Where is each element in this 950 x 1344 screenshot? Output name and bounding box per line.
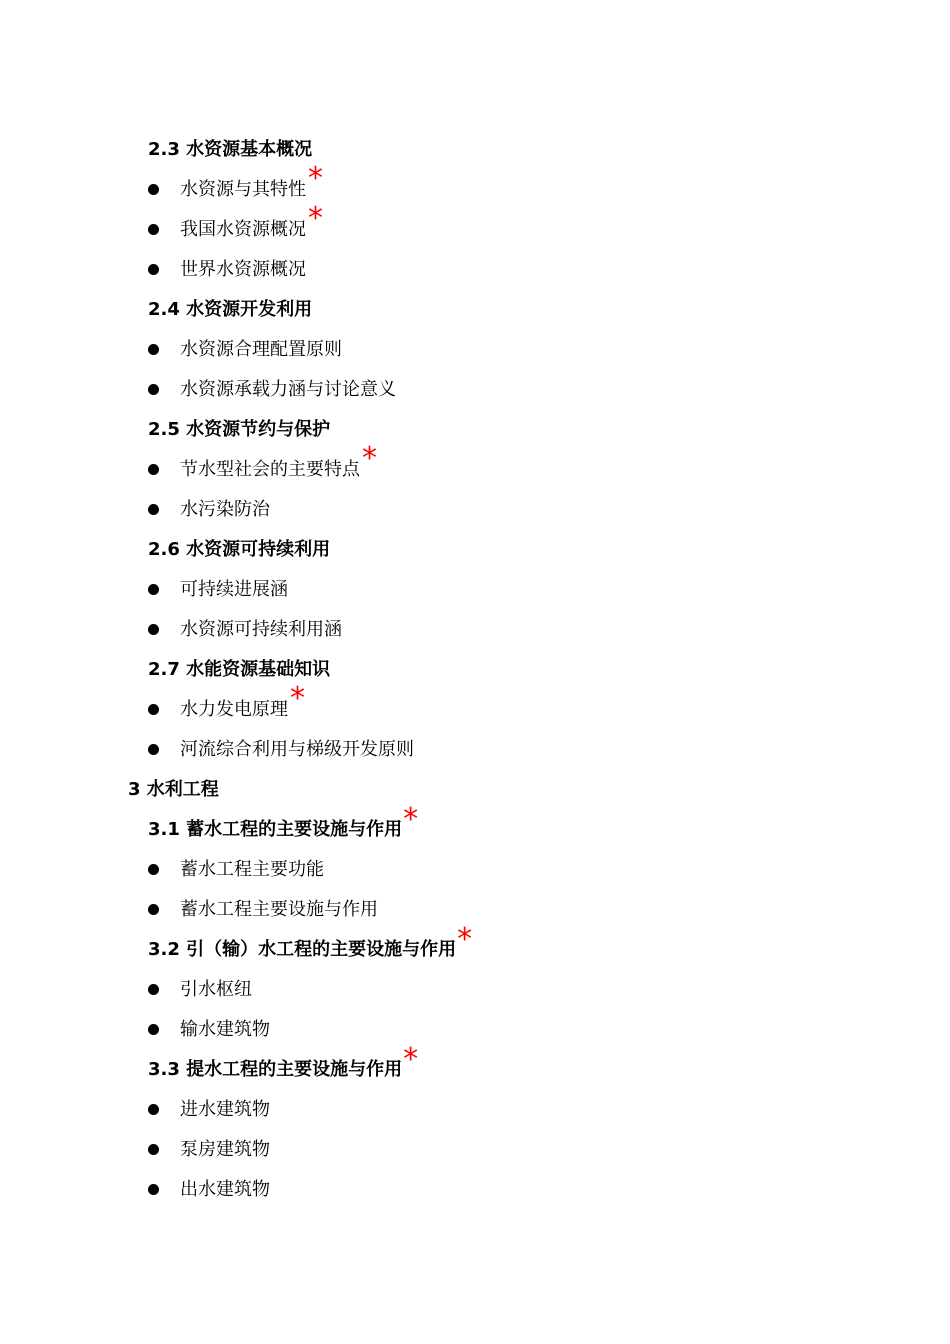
chapter-heading-text: 3 水利工程 <box>128 779 219 800</box>
section-heading <box>148 290 312 330</box>
section-heading <box>148 130 312 170</box>
list-item-text: 出水建筑物 <box>180 1179 270 1200</box>
section-heading <box>148 922 473 970</box>
bullet-icon <box>148 1024 159 1035</box>
list-item-text: 世界水资源概况 <box>180 259 306 280</box>
bullet-icon <box>148 384 159 395</box>
bullet-icon <box>148 984 159 995</box>
list-item-text: 水资源合理配置原则 <box>180 339 342 360</box>
list-item-text: 输水建筑物 <box>180 1019 270 1040</box>
section-heading-text: 3.3 提水工程的主要设施与作用 <box>148 1059 403 1080</box>
section-heading-text: 2.4 水资源开发利用 <box>148 299 313 320</box>
important-star-icon: * <box>308 201 323 236</box>
list-item-text: 水污染防治 <box>180 499 270 520</box>
bullet-icon <box>148 184 159 195</box>
list-item-text: 可持续进展涵 <box>180 579 288 600</box>
bullet-icon <box>148 464 159 475</box>
bullet-icon <box>148 504 159 515</box>
bullet-icon <box>148 584 159 595</box>
list-item-text: 进水建筑物 <box>180 1099 270 1120</box>
important-star-icon: * <box>290 681 305 716</box>
important-star-icon: * <box>403 802 419 837</box>
important-star-icon: * <box>403 1042 419 1077</box>
important-star-icon: * <box>362 441 377 476</box>
section-heading-text: 2.6 水资源可持续利用 <box>148 539 331 560</box>
bullet-icon <box>148 1184 159 1195</box>
section-heading-text: 2.5 水资源节约与保护 <box>148 419 331 440</box>
section-heading <box>148 1042 419 1090</box>
section-heading-text: 2.3 水资源基本概况 <box>148 139 313 160</box>
important-star-icon: * <box>457 922 473 957</box>
bullet-icon <box>148 624 159 635</box>
bullet-icon <box>148 864 159 875</box>
section-heading-text: 2.7 水能资源基础知识 <box>148 659 331 680</box>
section-heading-text: 3.2 引（输）水工程的主要设施与作用 <box>148 939 457 960</box>
important-star-icon: * <box>308 161 323 196</box>
bullet-icon <box>148 224 159 235</box>
list-item-text: 水资源可持续利用涵 <box>180 619 342 640</box>
list-item-text: 水资源与其特性 <box>180 179 306 200</box>
bullet-icon <box>148 1104 159 1115</box>
list-item-text: 蓄水工程主要设施与作用 <box>180 899 378 920</box>
bullet-icon <box>148 344 159 355</box>
list-item-text: 节水型社会的主要特点 <box>180 459 360 480</box>
bullet-icon <box>148 1144 159 1155</box>
list-item-text: 泵房建筑物 <box>180 1139 270 1160</box>
bullet-icon <box>148 744 159 755</box>
list-item-text: 我国水资源概况 <box>180 219 306 240</box>
list-item-text: 引水枢纽 <box>180 979 252 1000</box>
section-heading <box>148 802 419 850</box>
chapter-heading <box>128 770 219 810</box>
list-item-text: 水力发电原理 <box>180 699 288 720</box>
bullet-icon <box>148 264 159 275</box>
bullet-icon <box>148 704 159 715</box>
bullet-icon <box>148 904 159 915</box>
section-heading <box>148 410 330 450</box>
section-heading <box>148 530 330 570</box>
list-item-text: 水资源承载力涵与讨论意义 <box>180 379 396 400</box>
section-heading-text: 3.1 蓄水工程的主要设施与作用 <box>148 819 403 840</box>
list-item-text: 蓄水工程主要功能 <box>180 859 324 880</box>
list-item-text: 河流综合利用与梯级开发原则 <box>180 739 414 760</box>
